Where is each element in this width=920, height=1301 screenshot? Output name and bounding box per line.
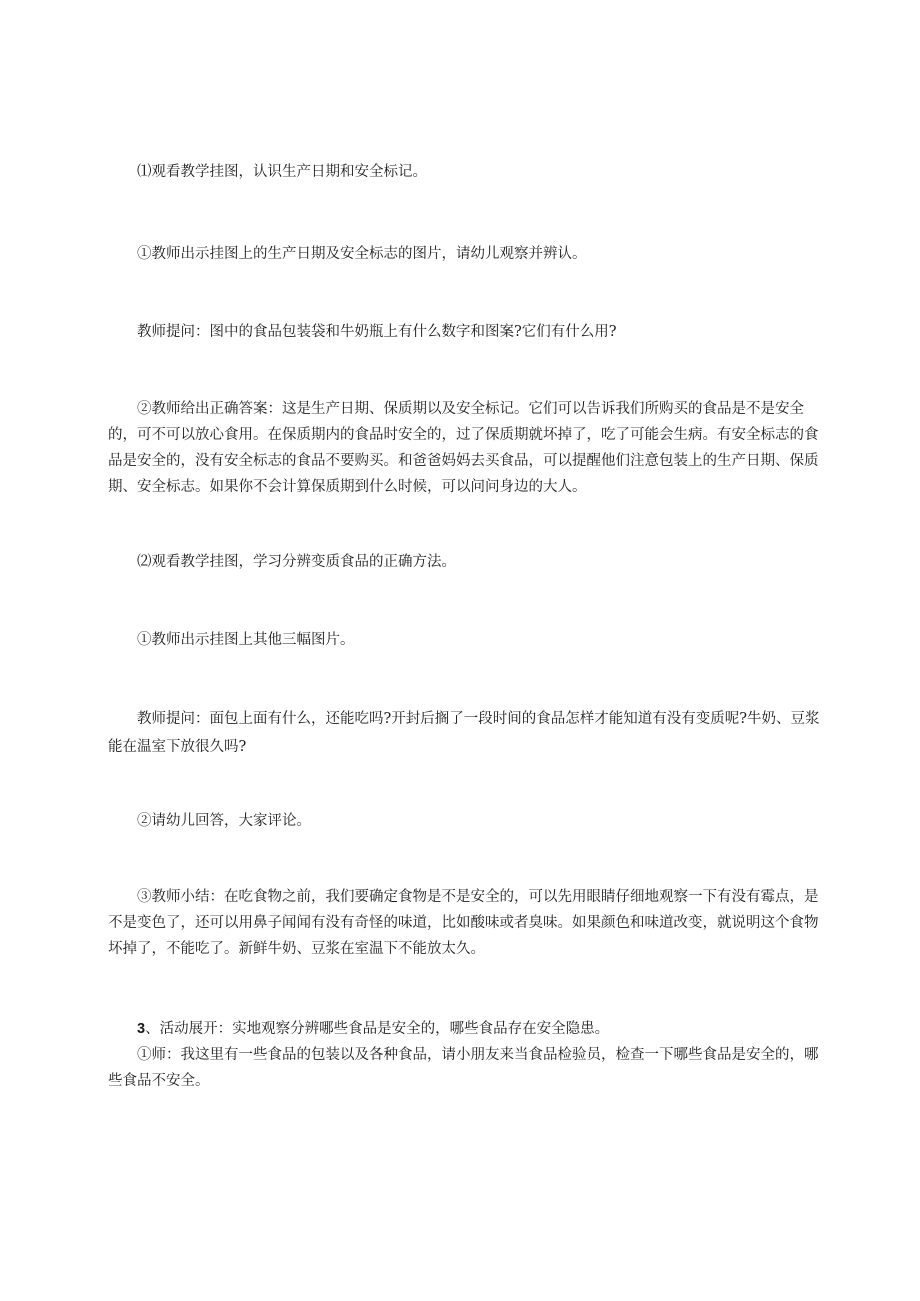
paragraph-teacher-summary: ③教师小结：在吃食物之前，我们要确定食物是不是安全的，可以先用眼睛仔细地观察一下有没有霉点，是不是变色了，还可以用鼻子闻闻有没有奇怪的味道，比如酸味或者臭味。如果颜色和味道改变，就说明这个食物坏掉了，不能吃了。新鲜牛奶、豆浆在室温下不能放太久。: [108, 889, 819, 957]
paragraph-teacher-question-1: 教师提问：图中的食品包装袋和牛奶瓶上有什么数字和图案?它们有什么用?: [137, 324, 617, 340]
paragraph-teacher-shows-three-images: ①教师出示挂图上其他三幅图片。: [137, 632, 355, 648]
paragraph-children-answer: ②请幼儿回答，大家评论。: [137, 813, 311, 829]
section-number: 3: [137, 1021, 146, 1037]
paragraph-observe-spoiled-food: ⑵观看教学挂图，学习分辨变质食品的正确方法。: [137, 554, 456, 570]
paragraph-teacher-shows-images: ①教师出示挂图上的生产日期及安全标志的图片，请幼儿观察并辨认。: [137, 246, 587, 262]
section-text: 、活动展开：实地观察分辨哪些食品是安全的，哪些食品存在安全隐患。: [145, 1021, 610, 1037]
paragraph-teacher-food-inspector: ①师：我这里有一些食品的包装以及各种食品，请小朋友来当食品检验员，检查一下哪些食品是安全的，哪些食品不安全。: [108, 1047, 819, 1089]
paragraph-observe-chart-dates: ⑴观看教学挂图，认识生产日期和安全标记。: [137, 164, 427, 180]
paragraph-teacher-question-2: 教师提问：面包上面有什么，还能吃吗?开封后搁了一段时间的食品怎样才能知道有没有变质呢?牛奶、豆浆能在温室下放很久吗?: [108, 711, 820, 755]
paragraph-activity-3: [108, 1016, 828, 1042]
paragraph-teacher-answer: ②教师给出正确答案：这是生产日期、保质期以及安全标记。它们可以告诉我们所购买的食品是不是安全的，可不可以放心食用。在保质期内的食品时安全的，过了保质期就坏掉了，吃了可能会生病。有安全标志的食品是安全的，没有安全标志的食品不要购买。和爸爸妈妈去买食品，可以提醒他们注意包装上的生产日期、保质期、安全标志。如果你不会计算保质期到什么时候，可以问问身边的大人。: [108, 401, 819, 495]
